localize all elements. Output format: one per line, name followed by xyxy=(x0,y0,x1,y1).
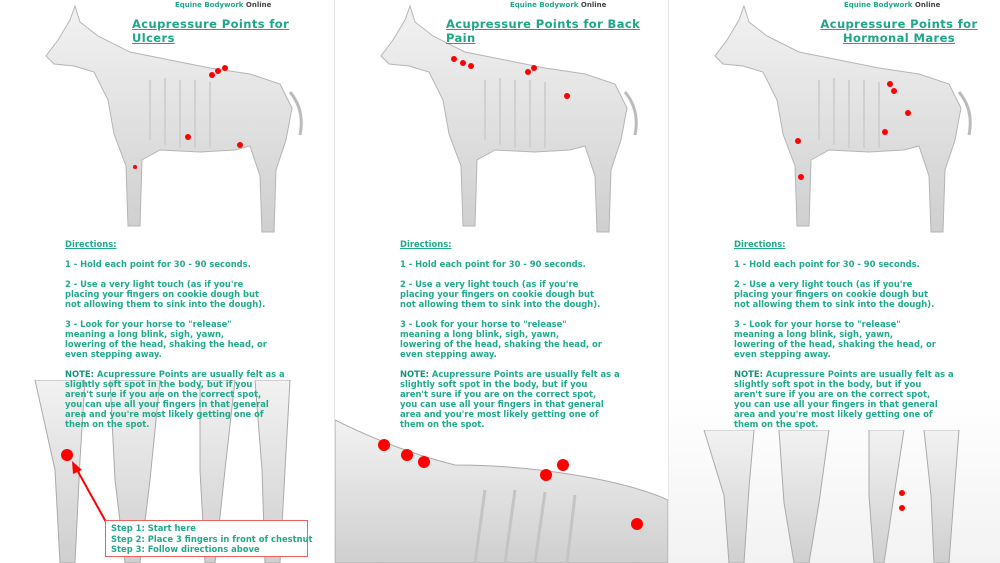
step2-line: not allowing them to sink into the dough). xyxy=(65,299,266,309)
acupressure-point xyxy=(215,68,221,74)
panel-title: Acupressure Points for Ulcers xyxy=(132,17,290,45)
acupressure-point xyxy=(899,505,905,511)
acupressure-point xyxy=(525,69,531,75)
acupressure-point xyxy=(460,60,466,66)
acupressure-point xyxy=(222,65,228,71)
brand-logo xyxy=(175,1,271,9)
step3-line: meaning a long blink, sigh, yawn, xyxy=(65,329,225,339)
acupressure-point xyxy=(401,449,413,461)
directions-text xyxy=(734,239,994,439)
step3-line: 3 - Look for your horse to "release" xyxy=(734,319,901,329)
step2-line: placing your fingers on cookie dough but xyxy=(400,289,595,299)
start-point xyxy=(61,449,73,461)
acupressure-point xyxy=(209,72,215,78)
acupressure-point xyxy=(418,456,430,468)
acupressure-point xyxy=(795,138,801,144)
step1-line: 1 - Hold each point for 30 - 90 seconds. xyxy=(734,259,920,269)
note-line: Acupressure Points are usually felt as a xyxy=(428,369,620,379)
note-line: Acupressure Points are usually felt as a xyxy=(93,369,285,379)
step1-line: 1 - Hold each point for 30 - 90 seconds. xyxy=(400,259,586,269)
step3-line: meaning a long blink, sigh, yawn, xyxy=(734,329,894,339)
acupressure-point xyxy=(891,88,897,94)
acupressure-point xyxy=(451,56,457,62)
acupressure-point xyxy=(905,110,911,116)
step1-line: 1 - Hold each point for 30 - 90 seconds. xyxy=(65,259,251,269)
note-line: them on the spot. xyxy=(65,419,150,429)
step-line: Step 2: Place 3 fingers in front of chestnut xyxy=(111,533,313,544)
acupressure-point xyxy=(887,81,893,87)
acupressure-point xyxy=(531,65,537,71)
note-line: you can use all your fingers in that general xyxy=(65,399,269,409)
directions-heading: Directions: xyxy=(400,239,452,249)
step2-line: placing your fingers on cookie dough but xyxy=(734,289,929,299)
step-line: Step 3: Follow directions above xyxy=(111,544,260,554)
panel-title: Acupressure Points for Back Pain xyxy=(446,17,641,45)
acupressure-point xyxy=(237,142,243,148)
note-line: you can use all your fingers in that general xyxy=(400,399,604,409)
step2-line: placing your fingers on cookie dough but xyxy=(65,289,260,299)
note-label: NOTE: xyxy=(400,369,429,379)
note-line: slightly soft spot in the body, but if you xyxy=(734,379,922,389)
brand-part1: Equine Bodywork xyxy=(510,1,579,9)
step3-line: even stepping away. xyxy=(400,349,497,359)
note-line: Acupressure Points are usually felt as a xyxy=(762,369,954,379)
note-label: NOTE: xyxy=(65,369,94,379)
acupressure-point xyxy=(557,459,569,471)
directions-heading: Directions: xyxy=(734,239,786,249)
note-line: slightly soft spot in the body, but if you xyxy=(400,379,588,389)
steps-callout xyxy=(105,520,313,557)
note-line: you can use all your fingers in that general xyxy=(734,399,938,409)
step3-line: lowering of the head, shaking the head, or xyxy=(400,339,602,349)
legs-closeup-image xyxy=(669,430,1000,563)
acupressure-point xyxy=(185,134,191,140)
acupressure-point xyxy=(798,174,804,180)
step2-line: not allowing them to sink into the dough). xyxy=(400,299,601,309)
brand-part1: Equine Bodywork xyxy=(844,1,913,9)
step3-line: 3 - Look for your horse to "release" xyxy=(65,319,232,329)
brand-logo xyxy=(510,1,606,9)
acupressure-point xyxy=(631,518,643,530)
step2-line: not allowing them to sink into the dough). xyxy=(734,299,935,309)
directions-text xyxy=(400,239,660,439)
step3-line: even stepping away. xyxy=(734,349,831,359)
step3-line: lowering of the head, shaking the head, or xyxy=(734,339,936,349)
brand-part2: Online xyxy=(914,1,941,9)
brand-logo xyxy=(844,1,940,9)
panel-hormonal-mares xyxy=(668,0,1000,563)
note-label: NOTE: xyxy=(734,369,763,379)
note-line: aren't sure if you are on the correct spot, xyxy=(734,389,931,399)
note-line: aren't sure if you are on the correct spot, xyxy=(65,389,262,399)
brand-part2: Online xyxy=(580,1,607,9)
acupressure-point xyxy=(564,93,570,99)
acupressure-point xyxy=(133,165,137,169)
panel-back-pain xyxy=(334,0,668,563)
acupressure-point xyxy=(899,490,905,496)
note-line: them on the spot. xyxy=(400,419,485,429)
directions-heading: Directions: xyxy=(65,239,117,249)
step2-line: 2 - Use a very light touch (as if you're xyxy=(65,279,244,289)
directions-text xyxy=(65,239,325,439)
step3-line: 3 - Look for your horse to "release" xyxy=(400,319,567,329)
brand-part1: Equine Bodywork xyxy=(175,1,244,9)
step3-line: even stepping away. xyxy=(65,349,162,359)
acupressure-point xyxy=(378,439,390,451)
acupressure-point xyxy=(540,469,552,481)
note-line: them on the spot. xyxy=(734,419,819,429)
step2-line: 2 - Use a very light touch (as if you're xyxy=(734,279,913,289)
note-line: aren't sure if you are on the correct spot, xyxy=(400,389,597,399)
step3-line: lowering of the head, shaking the head, or xyxy=(65,339,267,349)
note-line: slightly soft spot in the body, but if you xyxy=(65,379,253,389)
note-line: area and you're most likely getting one of xyxy=(400,409,599,419)
acupressure-point xyxy=(882,129,888,135)
note-line: area and you're most likely getting one of xyxy=(65,409,264,419)
panel-ulcers xyxy=(0,0,333,563)
brand-part2: Online xyxy=(245,1,272,9)
acupressure-point xyxy=(468,63,474,69)
note-line: area and you're most likely getting one of xyxy=(734,409,933,419)
step-line: Step 1: Start here xyxy=(111,523,196,533)
step2-line: 2 - Use a very light touch (as if you're xyxy=(400,279,579,289)
step3-line: meaning a long blink, sigh, yawn, xyxy=(400,329,560,339)
panel-title: Acupressure Points for Hormonal Mares xyxy=(820,17,978,45)
